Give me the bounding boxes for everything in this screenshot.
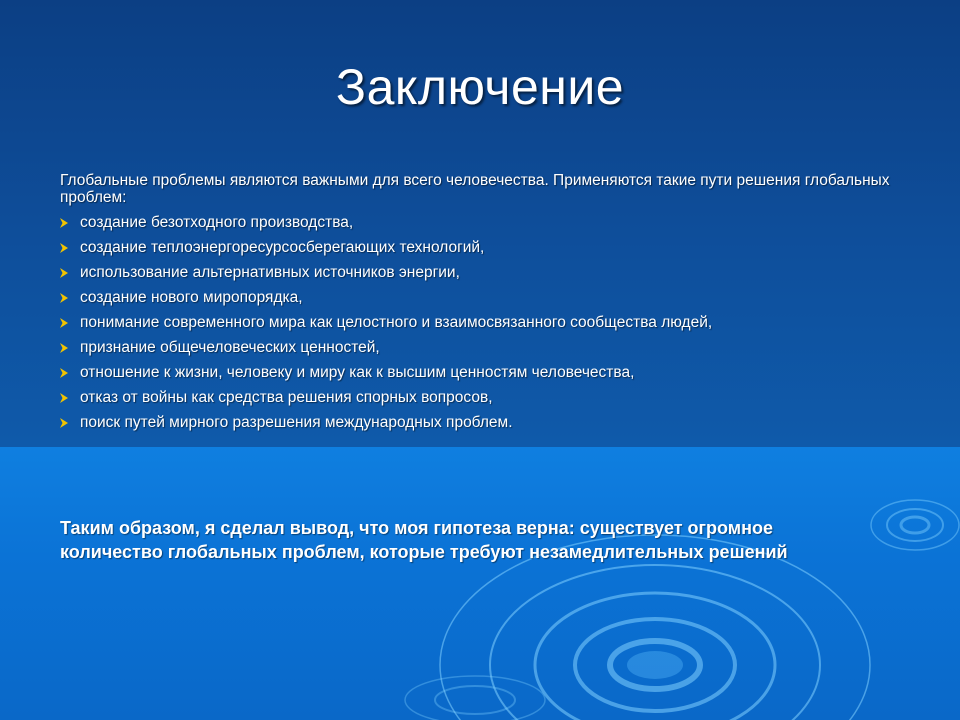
arrow-bullet-icon [60,368,68,378]
list-item-text: поиск путей мирного разрешения международных проблем. [80,414,513,431]
arrow-bullet-icon [60,393,68,403]
arrow-bullet-icon [60,318,68,328]
arrow-bullet-icon [60,343,68,353]
list-item-text: признание общечеловеческих ценностей, [80,339,380,356]
solutions-list [60,210,920,435]
conclusion-text: Таким образом, я сделал вывод, что моя гипотеза верна: существует огромное количество глобальных проблем, которые требуют незамедлительных решений [60,518,788,562]
list-item-text: создание нового миропорядка, [80,289,303,306]
list-item [60,210,920,235]
arrow-bullet-icon [60,293,68,303]
list-item-text: создание безотходного производства, [80,214,354,231]
list-item [60,260,920,285]
list-item [60,335,920,360]
list-item-text: отказ от войны как средства решения спорных вопросов, [80,389,493,406]
arrow-bullet-icon [60,418,68,428]
list-item [60,285,920,310]
list-item [60,410,920,435]
intro-text: Глобальные проблемы являются важными для всего человечества. Применяются такие пути решения глобальных проблем: [60,172,890,206]
list-item [60,235,920,260]
arrow-bullet-icon [60,218,68,228]
list-item-text: создание теплоэнергоресурсосберегающих технологий, [80,239,485,256]
list-item-text: понимание современного мира как целостного и взаимосвязанного сообщества людей, [80,314,713,331]
slide-content [60,172,920,435]
list-item [60,360,920,385]
list-item [60,385,920,410]
list-item-text: отношение к жизни, человеку и миру как к высшим ценностям человечества, [80,364,635,381]
list-item [60,310,920,335]
list-item-text: использование альтернативных источников энергии, [80,264,460,281]
arrow-bullet-icon [60,268,68,278]
slide-title: Заключение [335,59,625,115]
arrow-bullet-icon [60,243,68,253]
